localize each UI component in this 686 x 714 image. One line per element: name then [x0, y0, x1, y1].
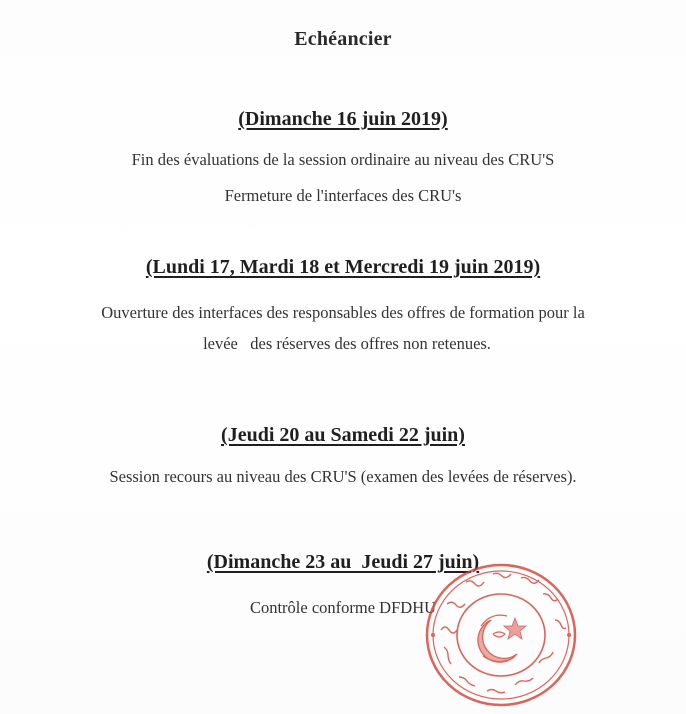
schedule-item: Ouverture des interfaces des responsables des offres de formation pour la: [101, 303, 585, 322]
schedule-item: Fermeture de l'interfaces des CRU's: [224, 186, 462, 205]
schedule-item: Fin des évaluations de la session ordinaire au niveau des CRU'S: [131, 150, 555, 169]
schedule-date-2: (Lundi 17, Mardi 18 et Mercredi 19 juin 2019): [145, 256, 541, 278]
schedule-item: Session recours au niveau des CRU'S (examen des levées de réserves).: [109, 467, 577, 486]
schedule-date-3: (Jeudi 20 au Samedi 22 juin): [221, 424, 465, 446]
schedule-date-1: (Dimanche 16 juin 2019): [238, 108, 448, 130]
schedule-date-4: (Dimanche 23 au Jeudi 27 juin): [206, 551, 480, 573]
schedule-item: levée des réserves des offres non retenues.: [203, 334, 491, 353]
document-title: Echéancier: [294, 28, 392, 50]
official-seal-stamp: [421, 560, 581, 710]
schedule-item: Contrôle conforme DFDHU: [249, 598, 437, 617]
